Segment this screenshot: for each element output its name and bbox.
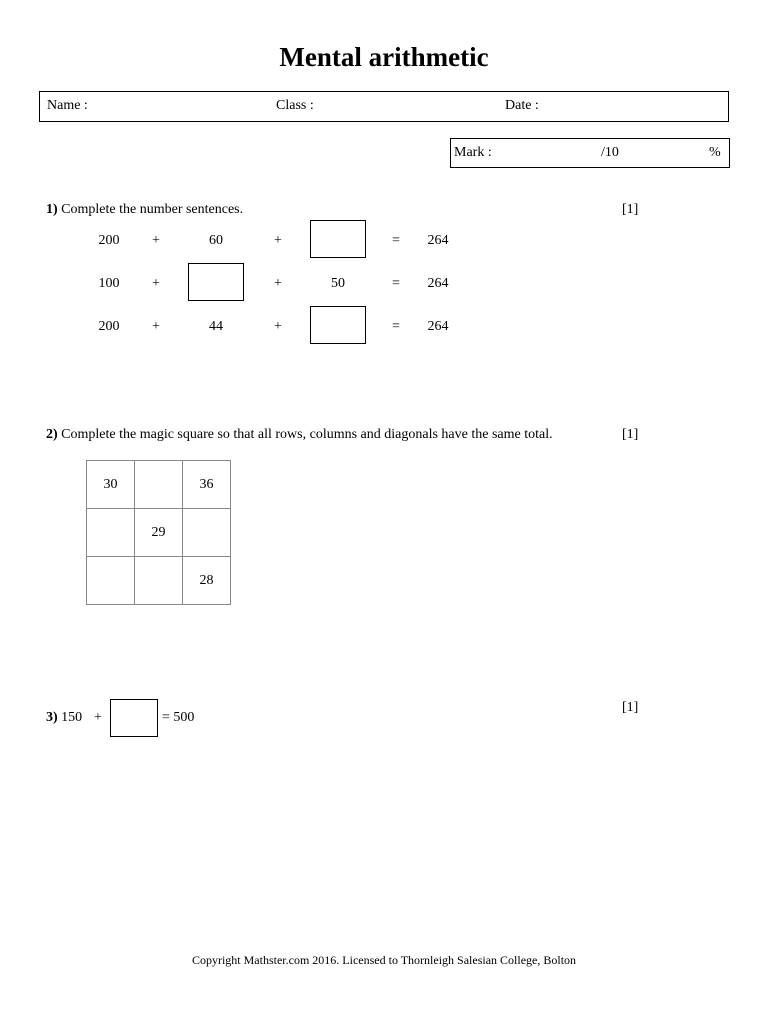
q2-text: Complete the magic square so that all rows, columns and diagonals have the same total.: [61, 427, 553, 442]
q1-row3-op2: +: [274, 319, 282, 334]
q3-prompt: [46, 710, 82, 726]
mark-label: Mark :: [454, 145, 492, 160]
q1-row3-a: 200: [98, 319, 120, 334]
magic-square-cell[interactable]: [87, 557, 135, 605]
q1-marks: [1]: [622, 202, 639, 217]
magic-square-cell: 28: [183, 557, 231, 605]
q1-row2-a: 100: [98, 276, 120, 291]
magic-square-row: [87, 461, 231, 509]
q1-row1-op1: +: [152, 233, 160, 248]
page-title: Mental arithmetic: [279, 42, 489, 72]
q1-row1-a: 200: [98, 233, 120, 248]
q2-number: 2): [46, 427, 58, 442]
q1-row1-equals: =: [392, 233, 400, 248]
q1-row1-b: 60: [209, 233, 223, 248]
q1-number: 1): [46, 202, 58, 217]
magic-square: [86, 460, 231, 605]
q2-prompt: [46, 427, 553, 443]
q2-marks: [1]: [622, 427, 639, 442]
magic-square-cell: 36: [183, 461, 231, 509]
q3-number: 3): [46, 710, 58, 725]
student-info-box: [39, 91, 729, 122]
magic-square-row: [87, 509, 231, 557]
q1-row2-result: 264: [427, 276, 449, 291]
class-label: Class :: [276, 98, 314, 113]
q1-row3-result: 264: [427, 319, 449, 334]
q1-row2-op1: +: [152, 276, 160, 291]
mark-total: /10: [601, 145, 619, 160]
q3-marks: [1]: [622, 700, 639, 715]
magic-square-row: [87, 557, 231, 605]
percent-sign: %: [709, 145, 721, 160]
q1-row3-op1: +: [152, 319, 160, 334]
magic-square-cell[interactable]: [87, 509, 135, 557]
magic-square-cell[interactable]: [135, 461, 183, 509]
magic-square-cell[interactable]: [135, 557, 183, 605]
q1-row1-result: 264: [427, 233, 449, 248]
q1-text: Complete the number sentences.: [61, 202, 244, 217]
magic-square-cell: 30: [87, 461, 135, 509]
q1-row3-equals: =: [392, 319, 400, 334]
q3-equals-result: = 500: [162, 710, 195, 725]
magic-square-cell: 29: [135, 509, 183, 557]
q1-row2-answer-box[interactable]: [188, 263, 244, 301]
q1-row3-b: 44: [209, 319, 223, 334]
q1-row2-equals: =: [392, 276, 400, 291]
copyright-footer: Copyright Mathster.com 2016. Licensed to Thornleigh Salesian College, Bolton: [191, 953, 577, 967]
q1-row2-c: 50: [331, 276, 345, 291]
q3-answer-box[interactable]: [110, 699, 158, 737]
q1-prompt: [46, 202, 243, 218]
q3-a: 150: [61, 710, 83, 725]
q1-row1-answer-box[interactable]: [310, 220, 366, 258]
magic-square-cell[interactable]: [183, 509, 231, 557]
mark-box: [450, 138, 730, 168]
q3-op: +: [94, 710, 102, 725]
q1-row3-answer-box[interactable]: [310, 306, 366, 344]
q1-row1-op2: +: [274, 233, 282, 248]
q1-row2-op2: +: [274, 276, 282, 291]
date-label: Date :: [505, 98, 539, 113]
name-label: Name :: [47, 98, 88, 113]
